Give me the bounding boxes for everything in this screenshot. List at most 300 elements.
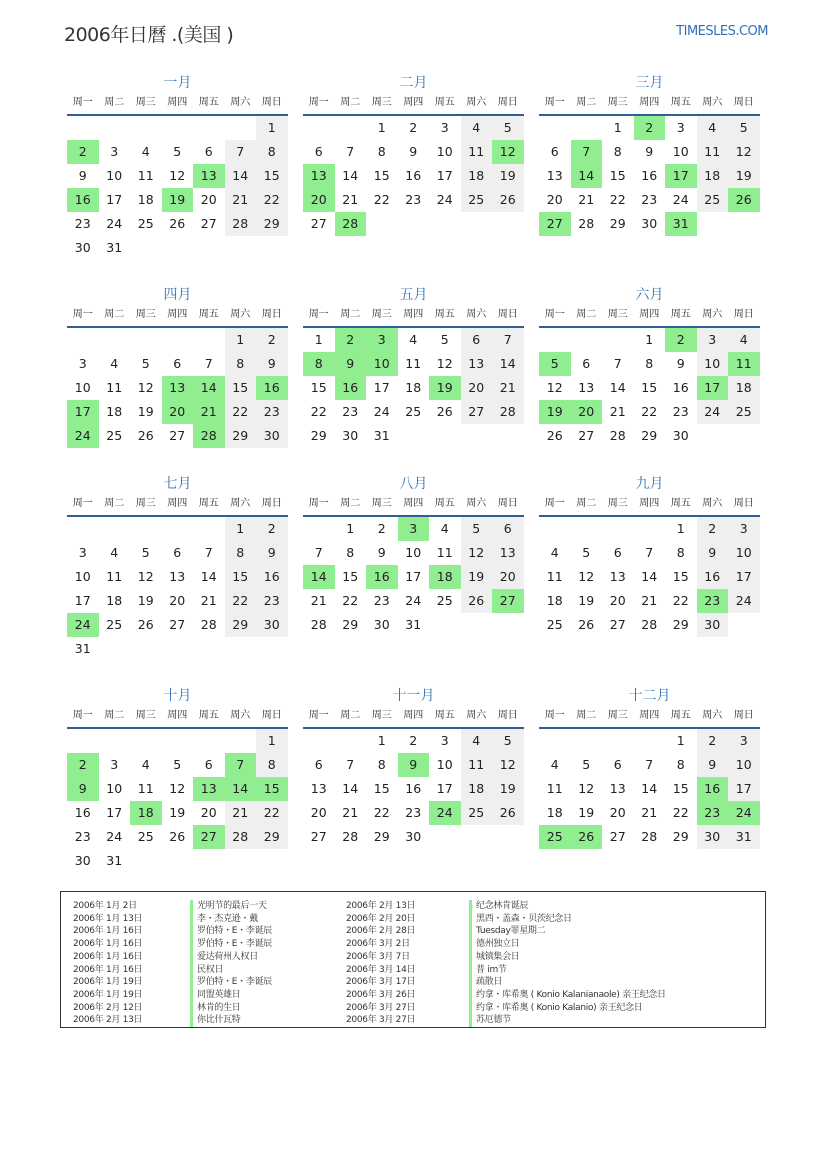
day-cell[interactable]: 10 [697,352,729,376]
day-cell[interactable]: 29 [256,825,288,849]
day-cell[interactable]: 28 [609,428,626,443]
day-cell[interactable]: 13 [310,781,327,796]
day-cell[interactable]: 10 [728,541,760,565]
day-cell[interactable]: 5 [173,144,182,159]
day-cell[interactable]: 15 [225,565,257,589]
day-cell[interactable]: 14 [200,569,217,584]
day-cell[interactable]: 26 [461,589,493,613]
day-cell[interactable]: 28 [641,617,658,632]
day-cell[interactable]: 7 [314,545,323,560]
day-cell[interactable]: 8 [676,757,685,772]
holiday-day-cell[interactable]: 20 [162,400,194,424]
day-cell[interactable]: 30 [405,829,422,844]
day-cell[interactable]: 26 [492,188,524,212]
day-cell[interactable]: 8 [676,545,685,560]
holiday-day-cell[interactable]: 16 [335,376,367,400]
day-cell[interactable]: 10 [106,168,123,183]
day-cell[interactable]: 5 [492,729,524,753]
day-cell[interactable]: 27 [609,829,626,844]
day-cell[interactable]: 20 [546,192,563,207]
day-cell[interactable]: 28 [310,617,327,632]
day-cell[interactable]: 26 [436,404,453,419]
day-cell[interactable]: 6 [314,757,323,772]
day-cell[interactable]: 30 [256,613,288,637]
day-cell[interactable]: 29 [609,216,626,231]
day-cell[interactable]: 31 [728,825,760,849]
day-cell[interactable]: 15 [609,168,626,183]
holiday-day-cell[interactable]: 21 [193,400,225,424]
day-cell[interactable]: 9 [256,352,288,376]
day-cell[interactable]: 6 [173,545,182,560]
holiday-day-cell[interactable]: 28 [193,424,225,448]
day-cell[interactable]: 1 [256,729,288,753]
day-cell[interactable]: 29 [225,613,257,637]
day-cell[interactable]: 19 [169,805,186,820]
day-cell[interactable]: 17 [106,805,123,820]
day-cell[interactable]: 9 [377,545,386,560]
day-cell[interactable]: 6 [582,356,591,371]
day-cell[interactable]: 29 [342,617,359,632]
day-cell[interactable]: 1 [314,332,323,347]
day-cell[interactable]: 7 [204,545,213,560]
day-cell[interactable]: 2 [409,120,418,135]
day-cell[interactable]: 22 [342,593,359,608]
day-cell[interactable]: 8 [377,144,386,159]
day-cell[interactable]: 6 [613,757,622,772]
holiday-day-cell[interactable]: 16 [67,188,99,212]
day-cell[interactable]: 15 [672,569,689,584]
day-cell[interactable]: 13 [492,541,524,565]
day-cell[interactable]: 21 [609,404,626,419]
day-cell[interactable]: 29 [225,424,257,448]
day-cell[interactable]: 14 [342,168,359,183]
day-cell[interactable]: 2 [377,521,386,536]
day-cell[interactable]: 29 [256,212,288,236]
day-cell[interactable]: 21 [225,801,257,825]
day-cell[interactable]: 6 [204,144,213,159]
day-cell[interactable]: 25 [697,188,729,212]
day-cell[interactable]: 23 [256,589,288,613]
holiday-day-cell[interactable]: 14 [193,376,225,400]
day-cell[interactable]: 9 [256,541,288,565]
day-cell[interactable]: 8 [377,757,386,772]
day-cell[interactable]: 12 [137,569,154,584]
day-cell[interactable]: 21 [492,376,524,400]
holiday-day-cell[interactable]: 13 [303,164,335,188]
day-cell[interactable]: 25 [436,593,453,608]
day-cell[interactable]: 13 [169,569,186,584]
day-cell[interactable]: 20 [200,192,217,207]
day-cell[interactable]: 30 [697,825,729,849]
day-cell[interactable]: 26 [137,428,154,443]
holiday-day-cell[interactable]: 25 [539,825,571,849]
day-cell[interactable]: 20 [609,593,626,608]
holiday-day-cell[interactable]: 3 [398,517,430,541]
day-cell[interactable]: 1 [225,517,257,541]
holiday-day-cell[interactable]: 9 [67,777,99,801]
day-cell[interactable]: 30 [74,240,91,255]
day-cell[interactable]: 23 [641,192,658,207]
day-cell[interactable]: 8 [225,541,257,565]
day-cell[interactable]: 19 [461,565,493,589]
day-cell[interactable]: 9 [78,168,87,183]
day-cell[interactable]: 18 [697,164,729,188]
day-cell[interactable]: 19 [137,593,154,608]
day-cell[interactable]: 7 [645,545,654,560]
day-cell[interactable]: 16 [405,168,422,183]
day-cell[interactable]: 21 [342,192,359,207]
day-cell[interactable]: 29 [672,829,689,844]
holiday-day-cell[interactable]: 16 [256,376,288,400]
day-cell[interactable]: 13 [609,781,626,796]
day-cell[interactable]: 22 [641,404,658,419]
holiday-day-cell[interactable]: 18 [429,565,461,589]
day-cell[interactable]: 8 [613,144,622,159]
day-cell[interactable]: 4 [697,116,729,140]
day-cell[interactable]: 12 [169,781,186,796]
day-cell[interactable]: 21 [310,593,327,608]
day-cell[interactable]: 1 [346,521,355,536]
day-cell[interactable]: 14 [609,380,626,395]
day-cell[interactable]: 12 [436,356,453,371]
day-cell[interactable]: 16 [405,781,422,796]
holiday-day-cell[interactable]: 8 [303,352,335,376]
day-cell[interactable]: 9 [676,356,685,371]
day-cell[interactable]: 17 [106,192,123,207]
day-cell[interactable]: 14 [641,781,658,796]
day-cell[interactable]: 5 [492,116,524,140]
holiday-day-cell[interactable]: 2 [67,140,99,164]
day-cell[interactable]: 27 [169,617,186,632]
day-cell[interactable]: 25 [405,404,422,419]
holiday-day-cell[interactable]: 26 [728,188,760,212]
holiday-day-cell[interactable]: 7 [225,753,257,777]
day-cell[interactable]: 26 [169,829,186,844]
day-cell[interactable]: 27 [578,428,595,443]
day-cell[interactable]: 10 [436,144,453,159]
day-cell[interactable]: 14 [492,352,524,376]
day-cell[interactable]: 17 [373,380,390,395]
day-cell[interactable]: 19 [492,777,524,801]
day-cell[interactable]: 20 [310,805,327,820]
holiday-day-cell[interactable]: 16 [366,565,398,589]
day-cell[interactable]: 4 [409,332,418,347]
holiday-day-cell[interactable]: 9 [398,753,430,777]
day-cell[interactable]: 9 [645,144,654,159]
day-cell[interactable]: 22 [373,805,390,820]
day-cell[interactable]: 2 [697,729,729,753]
day-cell[interactable]: 11 [461,753,493,777]
day-cell[interactable]: 22 [672,593,689,608]
day-cell[interactable]: 23 [342,404,359,419]
day-cell[interactable]: 5 [440,332,449,347]
day-cell[interactable]: 11 [546,569,563,584]
day-cell[interactable]: 22 [373,192,390,207]
day-cell[interactable]: 14 [225,164,257,188]
day-cell[interactable]: 11 [405,356,422,371]
day-cell[interactable]: 26 [492,801,524,825]
day-cell[interactable]: 29 [641,428,658,443]
holiday-day-cell[interactable]: 10 [366,352,398,376]
day-cell[interactable]: 16 [641,168,658,183]
day-cell[interactable]: 20 [169,593,186,608]
day-cell[interactable]: 11 [137,781,154,796]
day-cell[interactable]: 1 [377,733,386,748]
day-cell[interactable]: 7 [225,140,257,164]
day-cell[interactable]: 4 [141,757,150,772]
day-cell[interactable]: 5 [461,517,493,541]
day-cell[interactable]: 22 [609,192,626,207]
day-cell[interactable]: 8 [645,356,654,371]
day-cell[interactable]: 23 [373,593,390,608]
holiday-day-cell[interactable]: 13 [162,376,194,400]
holiday-day-cell[interactable]: 15 [256,777,288,801]
day-cell[interactable]: 22 [225,400,257,424]
day-cell[interactable]: 9 [697,541,729,565]
day-cell[interactable]: 18 [728,376,760,400]
holiday-day-cell[interactable]: 2 [335,328,367,352]
day-cell[interactable]: 7 [645,757,654,772]
holiday-day-cell[interactable]: 9 [335,352,367,376]
day-cell[interactable]: 28 [200,617,217,632]
holiday-day-cell[interactable]: 11 [728,352,760,376]
day-cell[interactable]: 18 [106,404,123,419]
holiday-day-cell[interactable]: 27 [193,825,225,849]
day-cell[interactable]: 4 [440,521,449,536]
day-cell[interactable]: 16 [74,805,91,820]
holiday-day-cell[interactable]: 19 [162,188,194,212]
day-cell[interactable]: 30 [641,216,658,231]
day-cell[interactable]: 12 [578,569,595,584]
day-cell[interactable]: 5 [173,757,182,772]
day-cell[interactable]: 24 [728,589,760,613]
day-cell[interactable]: 5 [141,356,150,371]
holiday-day-cell[interactable]: 31 [665,212,697,236]
day-cell[interactable]: 11 [546,781,563,796]
day-cell[interactable]: 5 [728,116,760,140]
day-cell[interactable]: 23 [672,404,689,419]
day-cell[interactable]: 3 [728,729,760,753]
day-cell[interactable]: 22 [256,801,288,825]
day-cell[interactable]: 16 [672,380,689,395]
day-cell[interactable]: 28 [578,216,595,231]
holiday-day-cell[interactable]: 20 [303,188,335,212]
day-cell[interactable]: 25 [106,428,123,443]
day-cell[interactable]: 30 [373,617,390,632]
day-cell[interactable]: 24 [436,192,453,207]
day-cell[interactable]: 31 [405,617,422,632]
day-cell[interactable]: 10 [436,757,453,772]
day-cell[interactable]: 26 [169,216,186,231]
day-cell[interactable]: 8 [225,352,257,376]
day-cell[interactable]: 23 [256,400,288,424]
day-cell[interactable]: 29 [672,617,689,632]
holiday-day-cell[interactable]: 2 [665,328,697,352]
day-cell[interactable]: 21 [641,805,658,820]
holiday-day-cell[interactable]: 13 [193,164,225,188]
day-cell[interactable]: 3 [78,356,87,371]
day-cell[interactable]: 22 [310,404,327,419]
holiday-day-cell[interactable]: 12 [492,140,524,164]
day-cell[interactable]: 18 [137,192,154,207]
day-cell[interactable]: 28 [641,829,658,844]
day-cell[interactable]: 30 [342,428,359,443]
day-cell[interactable]: 7 [346,757,355,772]
holiday-day-cell[interactable]: 28 [335,212,367,236]
day-cell[interactable]: 23 [74,216,91,231]
day-cell[interactable]: 6 [173,356,182,371]
day-cell[interactable]: 27 [169,428,186,443]
holiday-day-cell[interactable]: 14 [225,777,257,801]
holiday-day-cell[interactable]: 17 [697,376,729,400]
holiday-day-cell[interactable]: 23 [697,589,729,613]
holiday-day-cell[interactable]: 18 [130,801,162,825]
day-cell[interactable]: 17 [74,593,91,608]
day-cell[interactable]: 20 [200,805,217,820]
day-cell[interactable]: 12 [137,380,154,395]
day-cell[interactable]: 19 [728,164,760,188]
day-cell[interactable]: 21 [225,188,257,212]
day-cell[interactable]: 2 [256,517,288,541]
day-cell[interactable]: 4 [110,356,119,371]
day-cell[interactable]: 24 [405,593,422,608]
day-cell[interactable]: 28 [225,825,257,849]
holiday-day-cell[interactable]: 19 [539,400,571,424]
day-cell[interactable]: 1 [676,521,685,536]
day-cell[interactable]: 6 [613,545,622,560]
day-cell[interactable]: 12 [728,140,760,164]
day-cell[interactable]: 20 [609,805,626,820]
day-cell[interactable]: 15 [256,164,288,188]
day-cell[interactable]: 25 [546,617,563,632]
day-cell[interactable]: 11 [697,140,729,164]
day-cell[interactable]: 4 [550,757,559,772]
day-cell[interactable]: 1 [225,328,257,352]
day-cell[interactable]: 10 [405,545,422,560]
day-cell[interactable]: 12 [461,541,493,565]
day-cell[interactable]: 12 [492,753,524,777]
day-cell[interactable]: 4 [461,116,493,140]
day-cell[interactable]: 8 [346,545,355,560]
day-cell[interactable]: 12 [578,781,595,796]
day-cell[interactable]: 10 [74,380,91,395]
day-cell[interactable]: 30 [256,424,288,448]
day-cell[interactable]: 28 [225,212,257,236]
holiday-day-cell[interactable]: 3 [366,328,398,352]
day-cell[interactable]: 15 [641,380,658,395]
day-cell[interactable]: 25 [461,188,493,212]
day-cell[interactable]: 10 [74,569,91,584]
day-cell[interactable]: 11 [436,545,453,560]
day-cell[interactable]: 10 [728,753,760,777]
holiday-day-cell[interactable]: 24 [429,801,461,825]
holiday-day-cell[interactable]: 17 [67,400,99,424]
holiday-day-cell[interactable]: 17 [665,164,697,188]
day-cell[interactable]: 31 [373,428,390,443]
day-cell[interactable]: 23 [405,805,422,820]
day-cell[interactable]: 19 [578,593,595,608]
holiday-day-cell[interactable]: 27 [539,212,571,236]
holiday-day-cell[interactable]: 27 [492,589,524,613]
day-cell[interactable]: 6 [204,757,213,772]
day-cell[interactable]: 18 [405,380,422,395]
day-cell[interactable]: 20 [461,376,493,400]
day-cell[interactable]: 17 [728,777,760,801]
day-cell[interactable]: 28 [342,829,359,844]
day-cell[interactable]: 26 [137,617,154,632]
day-cell[interactable]: 19 [492,164,524,188]
day-cell[interactable]: 6 [314,144,323,159]
day-cell[interactable]: 8 [256,140,288,164]
day-cell[interactable]: 20 [492,565,524,589]
holiday-day-cell[interactable]: 13 [193,777,225,801]
day-cell[interactable]: 27 [310,216,327,231]
holiday-day-cell[interactable]: 26 [571,825,603,849]
day-cell[interactable]: 29 [373,829,390,844]
day-cell[interactable]: 13 [461,352,493,376]
day-cell[interactable]: 5 [582,757,591,772]
day-cell[interactable]: 8 [256,753,288,777]
day-cell[interactable]: 1 [377,120,386,135]
day-cell[interactable]: 15 [342,569,359,584]
day-cell[interactable]: 4 [110,545,119,560]
day-cell[interactable]: 24 [373,404,390,419]
holiday-day-cell[interactable]: 16 [697,777,729,801]
day-cell[interactable]: 31 [106,240,123,255]
day-cell[interactable]: 3 [728,517,760,541]
day-cell[interactable]: 3 [440,120,449,135]
day-cell[interactable]: 31 [74,641,91,656]
day-cell[interactable]: 21 [342,805,359,820]
day-cell[interactable]: 18 [106,593,123,608]
day-cell[interactable]: 27 [461,400,493,424]
day-cell[interactable]: 18 [546,805,563,820]
day-cell[interactable]: 16 [697,565,729,589]
day-cell[interactable]: 25 [137,829,154,844]
day-cell[interactable]: 7 [492,328,524,352]
day-cell[interactable]: 12 [546,380,563,395]
day-cell[interactable]: 12 [169,168,186,183]
day-cell[interactable]: 17 [405,569,422,584]
day-cell[interactable]: 21 [578,192,595,207]
day-cell[interactable]: 28 [492,400,524,424]
day-cell[interactable]: 3 [440,733,449,748]
holiday-day-cell[interactable]: 20 [571,400,603,424]
day-cell[interactable]: 6 [492,517,524,541]
day-cell[interactable]: 13 [546,168,563,183]
day-cell[interactable]: 4 [550,545,559,560]
day-cell[interactable]: 2 [256,328,288,352]
day-cell[interactable]: 24 [697,400,729,424]
day-cell[interactable]: 5 [141,545,150,560]
day-cell[interactable]: 25 [137,216,154,231]
day-cell[interactable]: 15 [225,376,257,400]
day-cell[interactable]: 15 [672,781,689,796]
day-cell[interactable]: 11 [137,168,154,183]
day-cell[interactable]: 18 [461,164,493,188]
holiday-day-cell[interactable]: 24 [67,613,99,637]
day-cell[interactable]: 1 [676,733,685,748]
day-cell[interactable]: 30 [74,853,91,868]
day-cell[interactable]: 10 [106,781,123,796]
day-cell[interactable]: 7 [613,356,622,371]
day-cell[interactable]: 27 [200,216,217,231]
holiday-day-cell[interactable]: 7 [571,140,603,164]
day-cell[interactable]: 24 [106,216,123,231]
day-cell[interactable]: 23 [74,829,91,844]
day-cell[interactable]: 4 [141,144,150,159]
day-cell[interactable]: 26 [546,428,563,443]
